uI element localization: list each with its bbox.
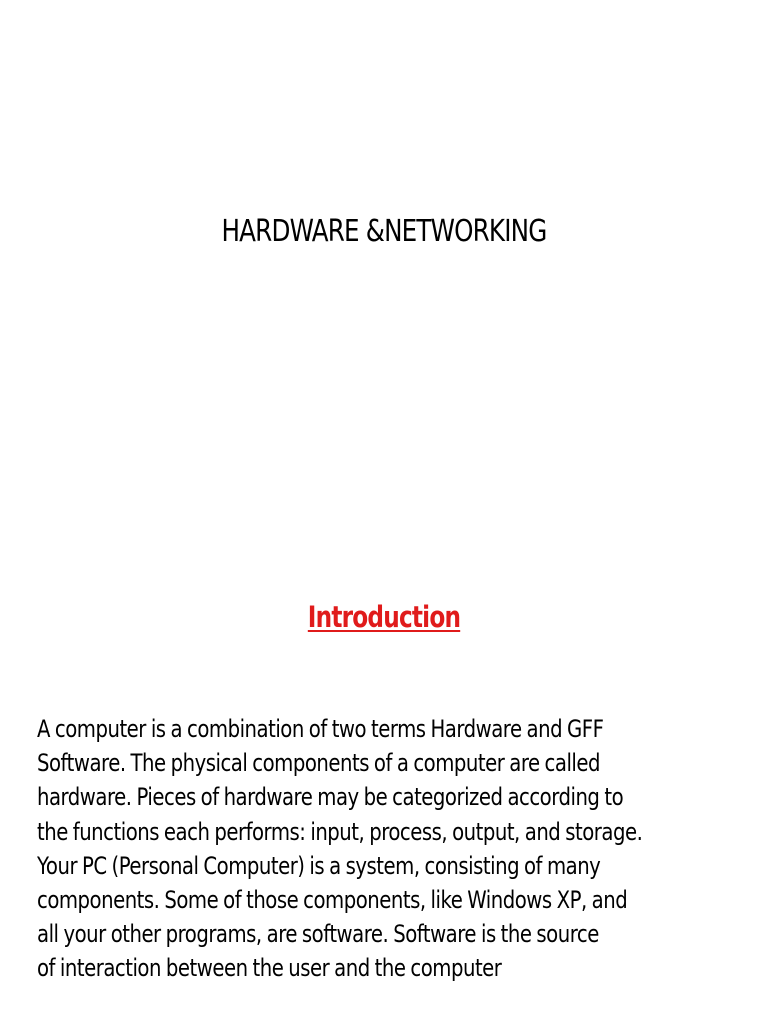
introduction-paragraph: A computer is a combination of two terms Hardware and GFF Software. The physical components of a computer are called hardware. Pieces of hardware may be categorized according to the functions each performs: input, process, output, and storage. Your PC (Personal Computer) is a system, consisting of many components. Some of those components, like Windows XP, and all your other programs, are software. Software is the source of interaction between the user and the computer <box>37 715 643 983</box>
section-heading-introduction: Introduction <box>307 600 461 634</box>
document-title: HARDWARE &NETWORKING <box>221 214 547 249</box>
